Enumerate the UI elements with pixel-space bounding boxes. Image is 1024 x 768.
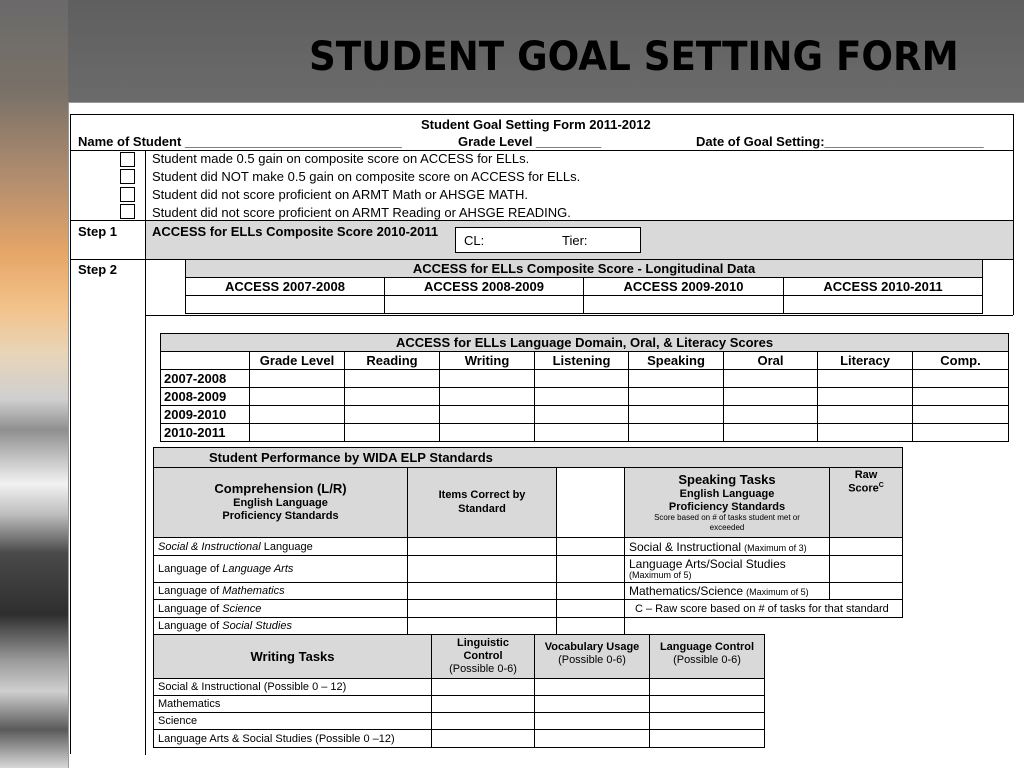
- step1-title: ACCESS for ELLs Composite Score 2010-2011: [152, 224, 439, 239]
- writing-cell[interactable]: [432, 730, 535, 748]
- domain-col-literacy: Literacy: [818, 352, 913, 370]
- raw-score-header: [830, 468, 903, 538]
- domain-cell[interactable]: [818, 388, 913, 406]
- domain-cell[interactable]: [345, 370, 440, 388]
- longitudinal-title: ACCESS for ELLs Composite Score - Longitudinal Data: [186, 260, 983, 278]
- raw-cell[interactable]: [830, 556, 903, 583]
- check-label-gain-not-made: Student did NOT make 0.5 gain on composite score on ACCESS for ELLs.: [152, 169, 581, 184]
- domain-cell[interactable]: [818, 406, 913, 424]
- speak-row-lang-arts: Language Arts/Social Studies (Maximum of 5): [625, 556, 830, 583]
- domain-col-reading: Reading: [345, 352, 440, 370]
- domain-cell[interactable]: [345, 406, 440, 424]
- comp-cell[interactable]: [557, 556, 625, 583]
- writing-cell[interactable]: [432, 679, 535, 696]
- writing-cell[interactable]: [650, 696, 765, 713]
- domain-cell[interactable]: [440, 406, 535, 424]
- check-gain-made[interactable]: [120, 152, 135, 167]
- domain-cell[interactable]: [535, 388, 629, 406]
- items-correct-line1: Items Correct by: [438, 489, 526, 502]
- longitudinal-cell[interactable]: [186, 296, 385, 314]
- domain-cell[interactable]: [913, 388, 1009, 406]
- writing-cell[interactable]: [432, 713, 535, 730]
- domain-col-oral: Oral: [724, 352, 818, 370]
- comp-cell[interactable]: [557, 583, 625, 600]
- speak-row-social: Social & Instructional (Maximum of 3): [625, 538, 830, 556]
- domain-cell[interactable]: [250, 406, 345, 424]
- writing-row-social: Social & Instructional (Possible 0 – 12): [154, 679, 432, 696]
- domain-cell[interactable]: [535, 406, 629, 424]
- raw-cell[interactable]: [830, 538, 903, 556]
- writing-cell[interactable]: [535, 713, 650, 730]
- writing-cell[interactable]: [535, 696, 650, 713]
- domain-cell[interactable]: [629, 424, 724, 442]
- speaking-note2: exceeded: [709, 522, 745, 532]
- domain-col-speaking: Speaking: [629, 352, 724, 370]
- longitudinal-col-2008: ACCESS 2008-2009: [385, 278, 584, 296]
- form-top-border: [70, 114, 1014, 115]
- check-gain-not-made[interactable]: [120, 169, 135, 184]
- items-correct-line2: Standard: [458, 502, 506, 515]
- domain-cell[interactable]: [440, 388, 535, 406]
- writing-tasks-table: [153, 634, 765, 748]
- domain-corner-cell: [161, 352, 250, 370]
- check-label-reading: Student did not score proficient on ARMT Reading or AHSGE READING.: [152, 205, 571, 220]
- wida-empty-cell: [625, 618, 903, 635]
- slide-decorative-strip: [0, 0, 68, 768]
- domain-cell[interactable]: [535, 370, 629, 388]
- writing-row-science: Science: [154, 713, 432, 730]
- domain-cell[interactable]: [629, 406, 724, 424]
- comp-cell[interactable]: [408, 583, 557, 600]
- name-field[interactable]: Name of Student ______________________________: [78, 134, 402, 149]
- domain-cell[interactable]: [250, 370, 345, 388]
- comp-cell[interactable]: [408, 600, 557, 618]
- comprehension-header: [154, 468, 408, 538]
- domain-col-grade: Grade Level: [250, 352, 345, 370]
- check-label-math: Student did not score proficient on ARMT Math or AHSGE MATH.: [152, 187, 528, 202]
- comp-row-math: Language of Mathematics: [154, 583, 408, 600]
- writing-row-lang-arts: Language Arts & Social Studies (Possible 0 –12): [154, 730, 432, 748]
- writing-cell[interactable]: [650, 730, 765, 748]
- comprehension-sub1: English Language: [233, 497, 328, 510]
- writing-cell[interactable]: [535, 730, 650, 748]
- comp-row-lang-arts: Language of Language Arts: [154, 556, 408, 583]
- domain-row-2007: 2007-2008: [161, 370, 250, 388]
- domain-cell[interactable]: [250, 424, 345, 442]
- comprehension-sub2: Proficiency Standards: [222, 509, 339, 522]
- writing-col-linguistic: Linguistic Control (Possible 0-6): [432, 635, 535, 679]
- form-sheet: [68, 102, 1024, 768]
- raw-line2: Score: [848, 482, 879, 495]
- domain-cell[interactable]: [440, 424, 535, 442]
- domain-row-2008: 2008-2009: [161, 388, 250, 406]
- step2-label: Step 2: [78, 262, 118, 277]
- comp-cell[interactable]: [557, 600, 625, 618]
- comp-row-social-studies: Language of Social Studies: [154, 618, 408, 635]
- comp-cell[interactable]: [557, 538, 625, 556]
- domain-cell[interactable]: [629, 370, 724, 388]
- slide-title-text: STUDENT GOAL SETTING FORM: [308, 34, 959, 80]
- wida-title: Student Performance by WIDA ELP Standards: [154, 448, 903, 468]
- grade-level-field[interactable]: Grade Level _________: [458, 134, 602, 149]
- writing-cell[interactable]: [432, 696, 535, 713]
- wida-blank-header: [557, 468, 625, 538]
- domain-row-2010: 2010-2011: [161, 424, 250, 442]
- date-field[interactable]: Date of Goal Setting:______________________: [696, 134, 984, 149]
- writing-cell[interactable]: [650, 679, 765, 696]
- writing-title: Writing Tasks: [154, 635, 432, 679]
- form-heading: Student Goal Setting Form 2011-2012: [421, 117, 651, 132]
- form-right-border: [1013, 114, 1014, 315]
- slide-title: [68, 34, 1024, 80]
- comprehension-title: Comprehension (L/R): [214, 481, 347, 497]
- domain-title: ACCESS for ELLs Language Domain, Oral, & Literacy Scores: [161, 334, 1009, 352]
- domain-cell[interactable]: [913, 370, 1009, 388]
- domain-cell[interactable]: [724, 424, 818, 442]
- domain-cell[interactable]: [535, 424, 629, 442]
- longitudinal-cell[interactable]: [784, 296, 983, 314]
- domain-scores-table: [160, 333, 1009, 442]
- raw-score-note: C – Raw score based on # of tasks for that standard: [625, 600, 903, 618]
- cl-label: CL:: [464, 233, 485, 248]
- domain-col-writing: Writing: [440, 352, 535, 370]
- domain-cell[interactable]: [250, 388, 345, 406]
- comp-cell[interactable]: [408, 538, 557, 556]
- writing-cell[interactable]: [650, 713, 765, 730]
- longitudinal-col-2007: ACCESS 2007-2008: [186, 278, 385, 296]
- longitudinal-col-2010: ACCESS 2010-2011: [784, 278, 983, 296]
- cl-tier-box[interactable]: [455, 227, 641, 253]
- speaking-sub1: English Language: [679, 488, 775, 501]
- writing-cell[interactable]: [535, 679, 650, 696]
- speaking-sub2: Proficiency Standards: [668, 500, 786, 513]
- domain-col-listening: Listening: [535, 352, 629, 370]
- longitudinal-cell[interactable]: [385, 296, 584, 314]
- writing-col-vocabulary: Vocabulary Usage (Possible 0-6): [535, 635, 650, 679]
- speaking-title: Speaking Tasks: [678, 472, 776, 488]
- comp-row-social: Social & Instructional Language: [154, 538, 408, 556]
- longitudinal-cell[interactable]: [584, 296, 784, 314]
- wida-performance-table: [153, 447, 903, 635]
- step1-label: Step 1: [78, 224, 118, 239]
- step2-inner-divider: [146, 315, 1013, 316]
- domain-cell[interactable]: [345, 424, 440, 442]
- domain-cell[interactable]: [913, 424, 1009, 442]
- comp-cell[interactable]: [408, 618, 557, 635]
- raw-cell[interactable]: [830, 583, 903, 600]
- writing-row-math: Mathematics: [154, 696, 432, 713]
- domain-col-comp: Comp.: [913, 352, 1009, 370]
- domain-cell[interactable]: [345, 388, 440, 406]
- domain-cell[interactable]: [724, 370, 818, 388]
- domain-cell[interactable]: [440, 370, 535, 388]
- domain-cell[interactable]: [818, 370, 913, 388]
- check-label-gain-made: Student made 0.5 gain on composite score on ACCESS for ELLs.: [152, 151, 530, 166]
- comp-row-science: Language of Science: [154, 600, 408, 618]
- writing-col-language-control: Language Control (Possible 0-6): [650, 635, 765, 679]
- tier-label: Tier:: [562, 233, 588, 248]
- speaking-note1: Score based on # of tasks student met or: [654, 513, 800, 523]
- check-math-not-proficient[interactable]: [120, 187, 135, 202]
- comp-cell[interactable]: [557, 618, 625, 635]
- items-correct-header: [408, 468, 557, 538]
- domain-cell[interactable]: [913, 406, 1009, 424]
- domain-cell[interactable]: [629, 388, 724, 406]
- speaking-header: [625, 468, 830, 538]
- longitudinal-table: [185, 259, 983, 314]
- domain-cell[interactable]: [724, 406, 818, 424]
- comp-cell[interactable]: [408, 556, 557, 583]
- domain-cell[interactable]: [724, 388, 818, 406]
- raw-sup: C: [878, 481, 884, 489]
- domain-row-2009: 2009-2010: [161, 406, 250, 424]
- domain-cell[interactable]: [818, 424, 913, 442]
- form-left-border: [70, 114, 71, 754]
- raw-line1: Raw: [854, 469, 878, 481]
- speak-row-math-sci: Mathematics/Science (Maximum of 5): [625, 583, 830, 600]
- check-reading-not-proficient[interactable]: [120, 204, 135, 219]
- longitudinal-col-2009: ACCESS 2009-2010: [584, 278, 784, 296]
